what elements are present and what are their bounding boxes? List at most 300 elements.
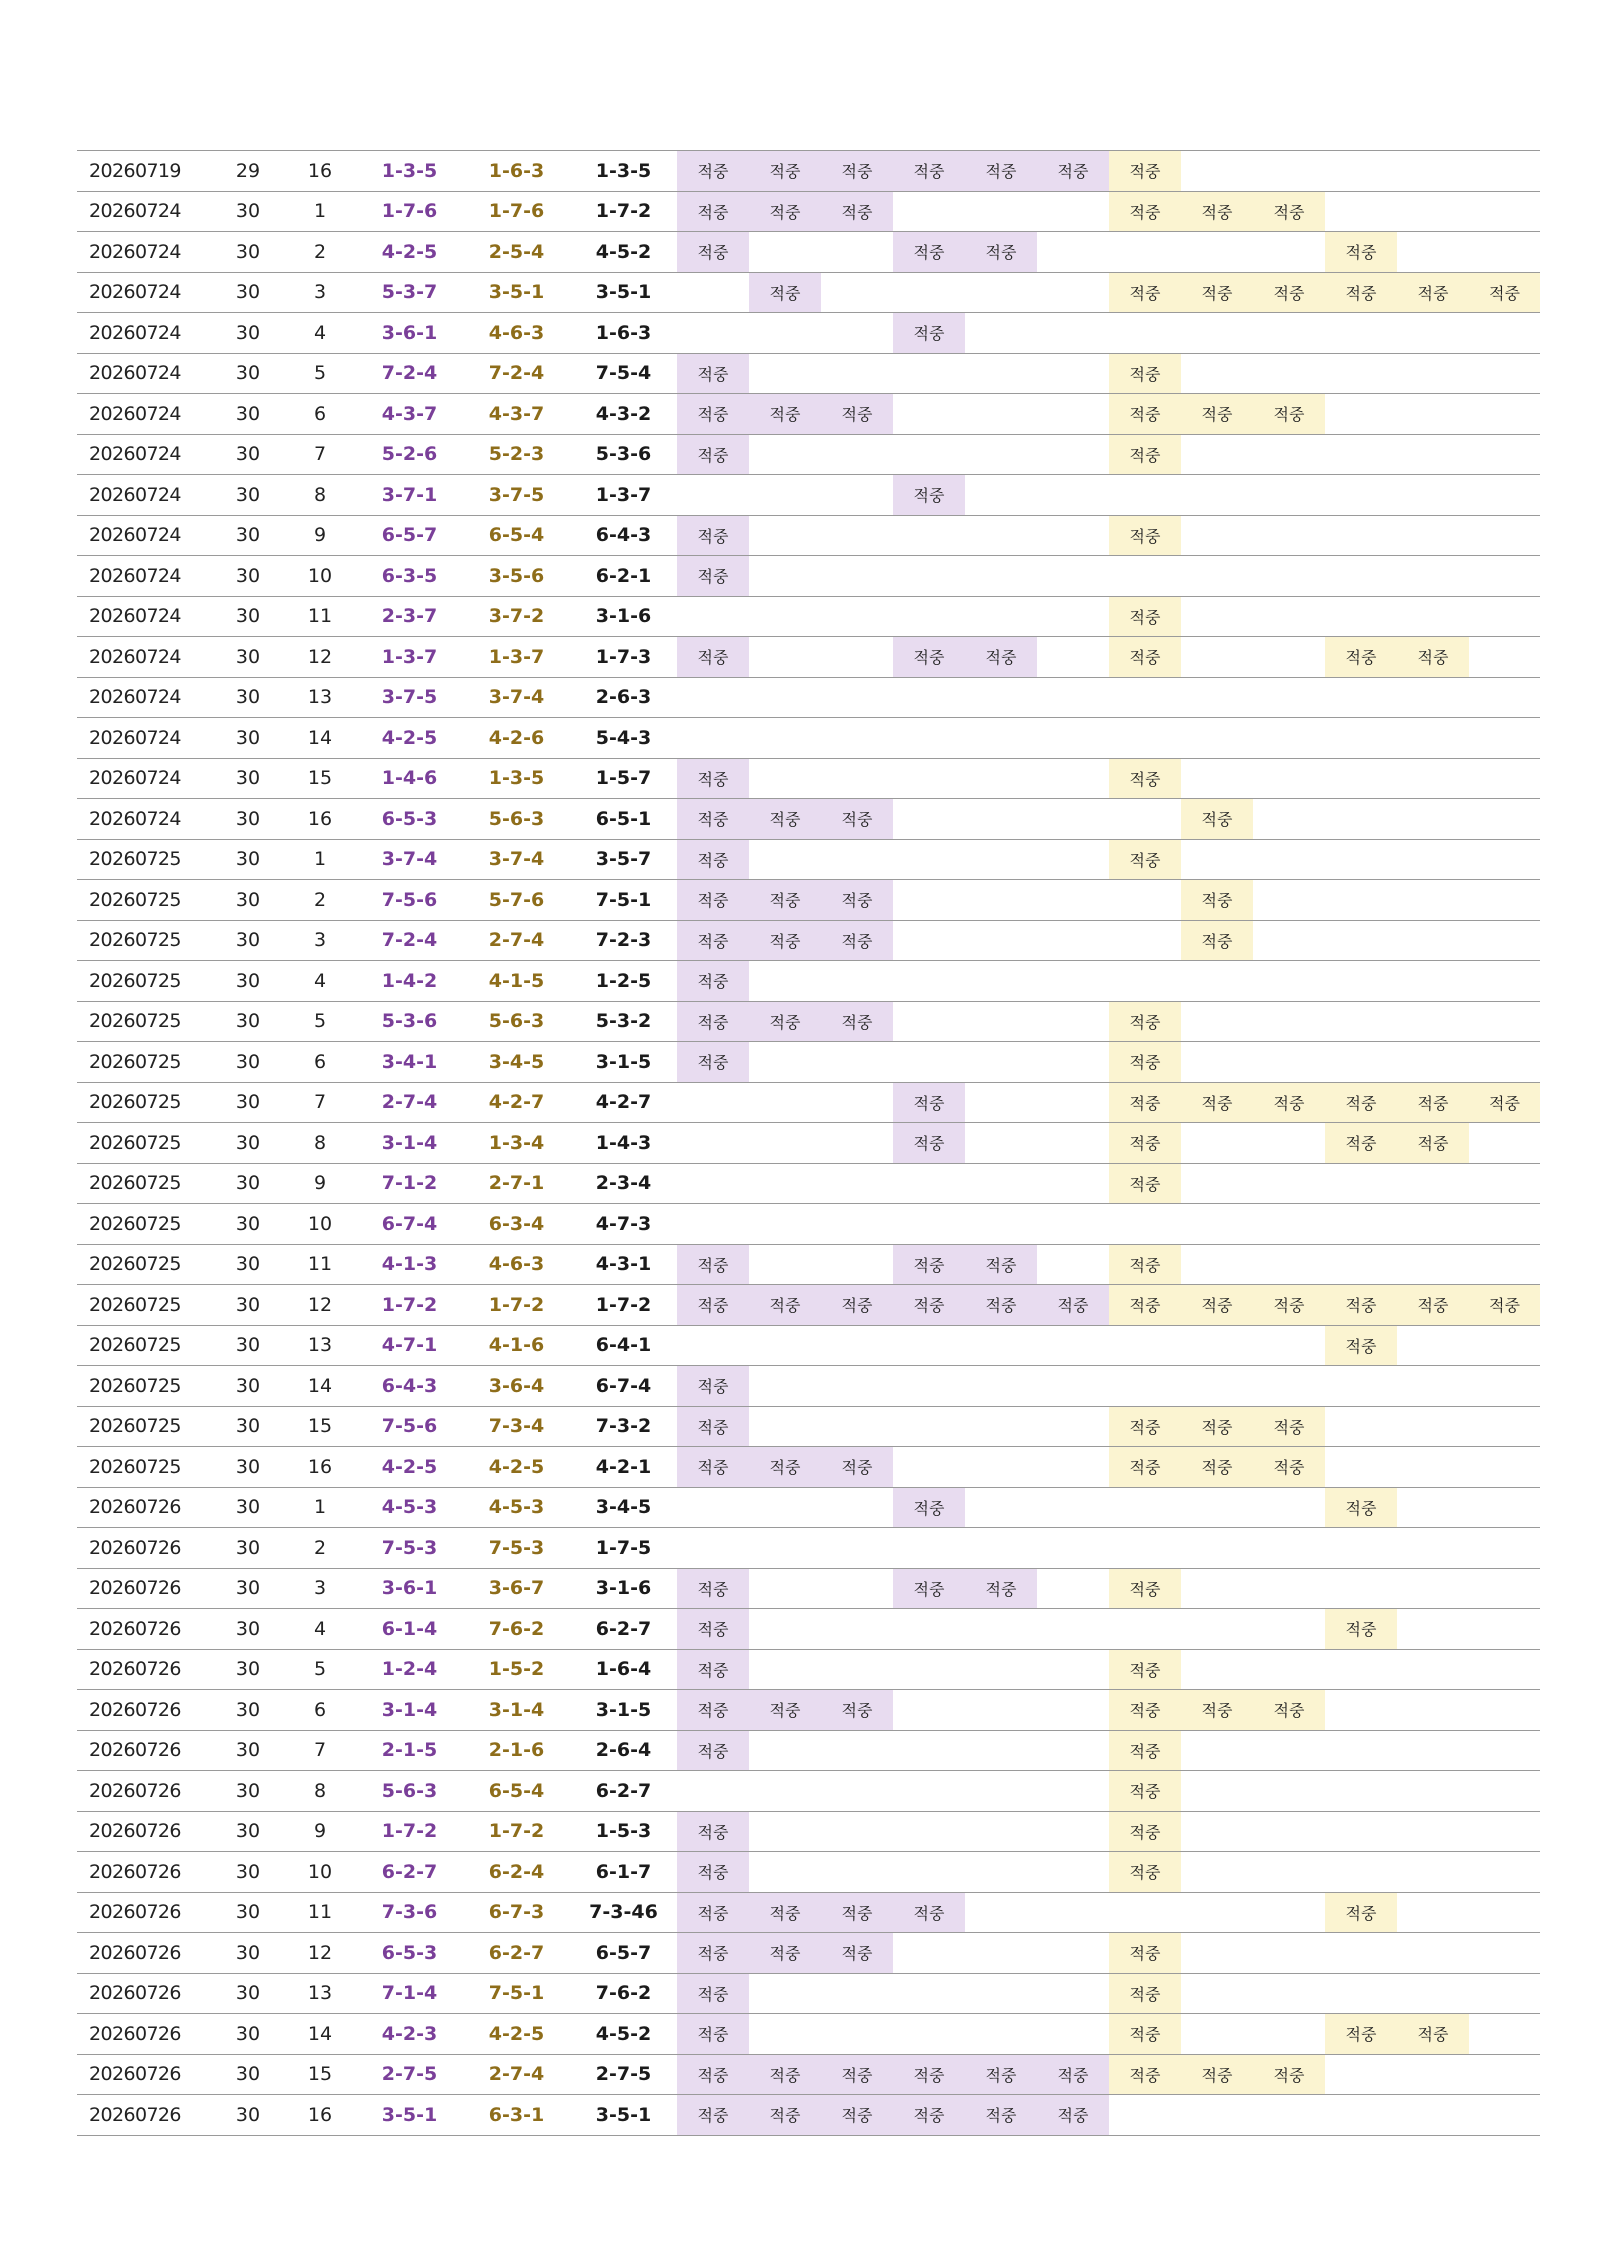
hit-badge: 적중 — [677, 2054, 749, 2095]
table-row — [77, 1244, 1540, 1285]
hit-badge: 적중 — [821, 1447, 893, 1488]
empty-cell — [1469, 758, 1540, 799]
empty-cell — [1397, 1487, 1469, 1528]
round-cell: 30 — [212, 475, 284, 516]
hit-badge: 적중 — [677, 1690, 749, 1731]
table-row — [77, 1892, 1540, 1933]
empty-cell — [749, 1163, 821, 1204]
hit-badge: 적중 — [1109, 1123, 1181, 1164]
empty-cell — [893, 1973, 965, 2014]
table-row — [77, 1771, 1540, 1812]
round-cell: 30 — [212, 1406, 284, 1447]
hit-badge: 적중 — [965, 2054, 1037, 2095]
hit-badge: 적중 — [893, 1568, 965, 1609]
empty-cell — [821, 1487, 893, 1528]
empty-cell — [1037, 1690, 1109, 1731]
empty-cell — [965, 434, 1037, 475]
table-row — [77, 1730, 1540, 1771]
hit-badge: 적중 — [1109, 1649, 1181, 1690]
hit-badge: 적중 — [1253, 2054, 1325, 2095]
pick-purple-cell: 6-5-7 — [356, 515, 463, 556]
empty-cell — [749, 232, 821, 273]
empty-cell — [1325, 1973, 1397, 2014]
hit-badge: 적중 — [893, 313, 965, 354]
result-cell: 4-3-1 — [570, 1244, 677, 1285]
hit-badge: 적중 — [677, 1366, 749, 1407]
hit-badge: 적중 — [1109, 2054, 1181, 2095]
empty-cell — [677, 1204, 749, 1245]
empty-cell — [1109, 961, 1181, 1002]
empty-cell — [893, 434, 965, 475]
empty-cell — [821, 1649, 893, 1690]
hit-badge: 적중 — [1325, 232, 1397, 273]
date-cell: 20260726 — [77, 1609, 212, 1650]
hit-badge: 적중 — [893, 1892, 965, 1933]
pick-gold-cell: 6-5-4 — [463, 1771, 570, 1812]
pick-gold-cell: 3-5-1 — [463, 272, 570, 313]
hit-badge: 적중 — [1109, 191, 1181, 232]
pick-gold-cell: 3-7-4 — [463, 677, 570, 718]
hit-badge: 적중 — [749, 2054, 821, 2095]
pick-purple-cell: 7-1-2 — [356, 1163, 463, 1204]
result-cell: 3-1-6 — [570, 596, 677, 637]
result-cell: 1-6-4 — [570, 1649, 677, 1690]
empty-cell — [1037, 1609, 1109, 1650]
round-cell: 30 — [212, 1690, 284, 1731]
empty-cell — [1325, 1528, 1397, 1569]
empty-cell — [1397, 1163, 1469, 1204]
round-cell: 30 — [212, 2095, 284, 2136]
empty-cell — [1397, 556, 1469, 597]
hit-badge: 적중 — [1109, 394, 1181, 435]
hit-badge: 적중 — [1109, 1082, 1181, 1123]
race-number-cell: 12 — [284, 637, 356, 678]
empty-cell — [1037, 839, 1109, 880]
race-number-cell: 6 — [284, 394, 356, 435]
empty-cell — [1181, 758, 1253, 799]
race-number-cell: 3 — [284, 1568, 356, 1609]
empty-cell — [1037, 1163, 1109, 1204]
empty-cell — [1397, 394, 1469, 435]
hit-badge: 적중 — [1109, 1690, 1181, 1731]
pick-purple-cell: 7-3-6 — [356, 1892, 463, 1933]
empty-cell — [893, 1609, 965, 1650]
empty-cell — [677, 1771, 749, 1812]
empty-cell — [1181, 1730, 1253, 1771]
empty-cell — [1469, 1649, 1540, 1690]
hit-badge: 적중 — [677, 1609, 749, 1650]
pick-purple-cell: 7-5-6 — [356, 880, 463, 921]
pick-gold-cell: 1-7-6 — [463, 191, 570, 232]
pick-gold-cell: 4-6-3 — [463, 1244, 570, 1285]
empty-cell — [1037, 191, 1109, 232]
table-row — [77, 1690, 1540, 1731]
empty-cell — [1325, 1811, 1397, 1852]
empty-cell — [821, 596, 893, 637]
empty-cell — [1181, 1609, 1253, 1650]
round-cell: 30 — [212, 556, 284, 597]
empty-cell — [749, 313, 821, 354]
pick-purple-cell: 5-6-3 — [356, 1771, 463, 1812]
pick-purple-cell: 3-7-4 — [356, 839, 463, 880]
empty-cell — [1253, 1001, 1325, 1042]
round-cell: 30 — [212, 232, 284, 273]
hit-badge: 적중 — [1109, 1001, 1181, 1042]
round-cell: 30 — [212, 758, 284, 799]
empty-cell — [821, 1366, 893, 1407]
empty-cell — [677, 1123, 749, 1164]
hit-badge: 적중 — [677, 1730, 749, 1771]
hit-badge: 적중 — [749, 1690, 821, 1731]
empty-cell — [1253, 677, 1325, 718]
empty-cell — [749, 1649, 821, 1690]
empty-cell — [1109, 920, 1181, 961]
hit-badge: 적중 — [1109, 1730, 1181, 1771]
result-cell: 1-7-2 — [570, 191, 677, 232]
round-cell: 30 — [212, 1528, 284, 1569]
pick-gold-cell: 6-7-3 — [463, 1892, 570, 1933]
hit-badge: 적중 — [1109, 758, 1181, 799]
hit-badge: 적중 — [1325, 272, 1397, 313]
empty-cell — [821, 313, 893, 354]
round-cell: 30 — [212, 1892, 284, 1933]
empty-cell — [1181, 434, 1253, 475]
table-row — [77, 1123, 1540, 1164]
table-row — [77, 1001, 1540, 1042]
round-cell: 30 — [212, 1487, 284, 1528]
empty-cell — [1397, 475, 1469, 516]
empty-cell — [1253, 1042, 1325, 1083]
table-row — [77, 758, 1540, 799]
empty-cell — [1253, 596, 1325, 637]
empty-cell — [677, 718, 749, 759]
empty-cell — [749, 556, 821, 597]
result-cell: 6-5-1 — [570, 799, 677, 840]
empty-cell — [893, 191, 965, 232]
empty-cell — [1397, 1892, 1469, 1933]
hit-badge: 적중 — [1325, 1487, 1397, 1528]
table-row — [77, 232, 1540, 273]
date-cell: 20260726 — [77, 1771, 212, 1812]
hit-badge: 적중 — [1325, 1285, 1397, 1326]
race-number-cell: 8 — [284, 1771, 356, 1812]
date-cell: 20260724 — [77, 353, 212, 394]
hit-badge: 적중 — [749, 920, 821, 961]
empty-cell — [821, 1771, 893, 1812]
date-cell: 20260725 — [77, 961, 212, 1002]
empty-cell — [749, 515, 821, 556]
hit-badge: 적중 — [677, 434, 749, 475]
empty-cell — [1325, 2095, 1397, 2136]
empty-cell — [1469, 515, 1540, 556]
empty-cell — [1037, 475, 1109, 516]
empty-cell — [1469, 1892, 1540, 1933]
table-row — [77, 839, 1540, 880]
result-cell: 6-2-1 — [570, 556, 677, 597]
race-number-cell: 6 — [284, 1690, 356, 1731]
race-number-cell: 16 — [284, 799, 356, 840]
empty-cell — [965, 1811, 1037, 1852]
round-cell: 30 — [212, 596, 284, 637]
empty-cell — [1253, 232, 1325, 273]
round-cell: 30 — [212, 1933, 284, 1974]
empty-cell — [1037, 718, 1109, 759]
empty-cell — [1253, 1528, 1325, 1569]
empty-cell — [1253, 718, 1325, 759]
empty-cell — [821, 1852, 893, 1893]
hit-badge: 적중 — [749, 1892, 821, 1933]
hit-badge: 적중 — [1037, 151, 1109, 192]
empty-cell — [1469, 1123, 1540, 1164]
hit-badge: 적중 — [677, 839, 749, 880]
empty-cell — [1325, 191, 1397, 232]
empty-cell — [821, 1042, 893, 1083]
empty-cell — [893, 1852, 965, 1893]
empty-cell — [677, 272, 749, 313]
empty-cell — [1037, 1244, 1109, 1285]
hit-badge: 적중 — [1109, 2014, 1181, 2055]
result-cell: 1-3-7 — [570, 475, 677, 516]
empty-cell — [965, 353, 1037, 394]
pick-gold-cell: 4-2-6 — [463, 718, 570, 759]
empty-cell — [1181, 1487, 1253, 1528]
empty-cell — [1037, 1811, 1109, 1852]
empty-cell — [1253, 1568, 1325, 1609]
table-row — [77, 1042, 1540, 1083]
race-number-cell: 10 — [284, 556, 356, 597]
round-cell: 30 — [212, 637, 284, 678]
empty-cell — [821, 1811, 893, 1852]
empty-cell — [1181, 313, 1253, 354]
round-cell: 30 — [212, 1204, 284, 1245]
hit-badge: 적중 — [1469, 1082, 1540, 1123]
pick-purple-cell: 1-7-6 — [356, 191, 463, 232]
empty-cell — [1109, 475, 1181, 516]
empty-cell — [1253, 1811, 1325, 1852]
empty-cell — [749, 718, 821, 759]
empty-cell — [1469, 1528, 1540, 1569]
round-cell: 30 — [212, 1973, 284, 2014]
empty-cell — [749, 1042, 821, 1083]
hit-badge: 적중 — [1325, 1123, 1397, 1164]
race-number-cell: 9 — [284, 515, 356, 556]
hit-badge: 적중 — [1181, 191, 1253, 232]
pick-gold-cell: 3-6-4 — [463, 1366, 570, 1407]
hit-badge: 적중 — [1253, 1447, 1325, 1488]
empty-cell — [1397, 434, 1469, 475]
empty-cell — [893, 1649, 965, 1690]
empty-cell — [1469, 1001, 1540, 1042]
empty-cell — [1037, 1649, 1109, 1690]
hit-badge: 적중 — [821, 880, 893, 921]
pick-gold-cell: 3-7-5 — [463, 475, 570, 516]
empty-cell — [965, 475, 1037, 516]
hit-badge: 적중 — [1181, 1690, 1253, 1731]
pick-gold-cell: 4-2-7 — [463, 1082, 570, 1123]
empty-cell — [1325, 880, 1397, 921]
empty-cell — [821, 1325, 893, 1366]
empty-cell — [1181, 1973, 1253, 2014]
date-cell: 20260725 — [77, 920, 212, 961]
race-number-cell: 12 — [284, 1933, 356, 1974]
hit-badge: 적중 — [1109, 1811, 1181, 1852]
empty-cell — [1397, 596, 1469, 637]
date-cell: 20260725 — [77, 839, 212, 880]
race-number-cell: 8 — [284, 1123, 356, 1164]
empty-cell — [893, 1528, 965, 1569]
hit-badge: 적중 — [893, 1487, 965, 1528]
empty-cell — [1253, 1649, 1325, 1690]
empty-cell — [965, 1082, 1037, 1123]
pick-purple-cell: 4-3-7 — [356, 394, 463, 435]
empty-cell — [1325, 1244, 1397, 1285]
empty-cell — [1469, 1244, 1540, 1285]
table-row — [77, 961, 1540, 1002]
pick-gold-cell: 4-2-5 — [463, 1447, 570, 1488]
empty-cell — [1181, 1852, 1253, 1893]
empty-cell — [893, 1730, 965, 1771]
result-cell: 3-1-5 — [570, 1042, 677, 1083]
hit-badge: 적중 — [1109, 1244, 1181, 1285]
round-cell: 30 — [212, 1325, 284, 1366]
result-cell: 5-4-3 — [570, 718, 677, 759]
empty-cell — [821, 2014, 893, 2055]
empty-cell — [965, 1730, 1037, 1771]
hit-badge: 적중 — [677, 1892, 749, 1933]
pick-purple-cell: 3-6-1 — [356, 1568, 463, 1609]
race-number-cell: 10 — [284, 1852, 356, 1893]
race-number-cell: 5 — [284, 1649, 356, 1690]
pick-purple-cell: 1-3-7 — [356, 637, 463, 678]
pick-purple-cell: 1-4-2 — [356, 961, 463, 1002]
date-cell: 20260724 — [77, 718, 212, 759]
empty-cell — [893, 961, 965, 1002]
hit-badge: 적중 — [821, 1933, 893, 1974]
pick-gold-cell: 3-1-4 — [463, 1690, 570, 1731]
hit-badge: 적중 — [677, 799, 749, 840]
empty-cell — [1397, 1325, 1469, 1366]
hit-badge: 적중 — [677, 637, 749, 678]
empty-cell — [749, 2014, 821, 2055]
race-number-cell: 16 — [284, 2095, 356, 2136]
result-cell: 4-2-1 — [570, 1447, 677, 1488]
empty-cell — [1469, 718, 1540, 759]
empty-cell — [1181, 596, 1253, 637]
pick-gold-cell: 6-3-4 — [463, 1204, 570, 1245]
date-cell: 20260726 — [77, 2095, 212, 2136]
empty-cell — [1109, 2095, 1181, 2136]
empty-cell — [1181, 1042, 1253, 1083]
empty-cell — [1397, 1406, 1469, 1447]
hit-badge: 적중 — [965, 1244, 1037, 1285]
hit-badge: 적중 — [1181, 394, 1253, 435]
result-cell: 1-7-3 — [570, 637, 677, 678]
table-row — [77, 1406, 1540, 1447]
hit-badge: 적중 — [893, 2095, 965, 2136]
empty-cell — [1469, 1609, 1540, 1650]
empty-cell — [1037, 434, 1109, 475]
empty-cell — [1037, 758, 1109, 799]
table-row — [77, 1973, 1540, 2014]
empty-cell — [1253, 1730, 1325, 1771]
hit-badge: 적중 — [893, 1123, 965, 1164]
empty-cell — [749, 475, 821, 516]
empty-cell — [677, 1487, 749, 1528]
empty-cell — [821, 556, 893, 597]
hit-badge: 적중 — [1037, 2054, 1109, 2095]
table-row — [77, 1933, 1540, 1974]
hit-badge: 적중 — [965, 2095, 1037, 2136]
empty-cell — [1469, 2014, 1540, 2055]
empty-cell — [1397, 1933, 1469, 1974]
pick-gold-cell: 1-7-2 — [463, 1285, 570, 1326]
pick-gold-cell: 1-6-3 — [463, 151, 570, 192]
empty-cell — [1253, 1325, 1325, 1366]
date-cell: 20260724 — [77, 394, 212, 435]
empty-cell — [1325, 1649, 1397, 1690]
table-row — [77, 394, 1540, 435]
hit-badge: 적중 — [1109, 272, 1181, 313]
empty-cell — [1469, 1811, 1540, 1852]
empty-cell — [1037, 1001, 1109, 1042]
hit-badge: 적중 — [1325, 1325, 1397, 1366]
empty-cell — [1397, 2095, 1469, 2136]
empty-cell — [821, 1204, 893, 1245]
empty-cell — [1253, 920, 1325, 961]
empty-cell — [965, 718, 1037, 759]
date-cell: 20260724 — [77, 596, 212, 637]
result-cell: 6-5-7 — [570, 1933, 677, 1974]
date-cell: 20260724 — [77, 758, 212, 799]
empty-cell — [1253, 151, 1325, 192]
empty-cell — [749, 1568, 821, 1609]
round-cell: 30 — [212, 1609, 284, 1650]
empty-cell — [749, 1406, 821, 1447]
result-cell: 7-5-4 — [570, 353, 677, 394]
empty-cell — [1253, 2095, 1325, 2136]
date-cell: 20260725 — [77, 1042, 212, 1083]
race-number-cell: 7 — [284, 434, 356, 475]
empty-cell — [1397, 232, 1469, 273]
race-number-cell: 6 — [284, 1042, 356, 1083]
empty-cell — [965, 1933, 1037, 1974]
table-row — [77, 191, 1540, 232]
empty-cell — [1181, 1811, 1253, 1852]
empty-cell — [1037, 1487, 1109, 1528]
pick-purple-cell: 5-3-7 — [356, 272, 463, 313]
pick-purple-cell: 4-2-5 — [356, 232, 463, 273]
hit-badge: 적중 — [893, 1244, 965, 1285]
empty-cell — [749, 961, 821, 1002]
empty-cell — [965, 961, 1037, 1002]
date-cell: 20260725 — [77, 1001, 212, 1042]
race-number-cell: 7 — [284, 1730, 356, 1771]
date-cell: 20260725 — [77, 880, 212, 921]
empty-cell — [1181, 2014, 1253, 2055]
hit-badge: 적중 — [677, 2095, 749, 2136]
race-number-cell: 13 — [284, 1325, 356, 1366]
result-cell: 4-3-2 — [570, 394, 677, 435]
pick-gold-cell: 4-1-6 — [463, 1325, 570, 1366]
pick-gold-cell: 7-2-4 — [463, 353, 570, 394]
pick-purple-cell: 3-7-1 — [356, 475, 463, 516]
pick-purple-cell: 6-1-4 — [356, 1609, 463, 1650]
race-number-cell: 9 — [284, 1163, 356, 1204]
empty-cell — [1253, 758, 1325, 799]
empty-cell — [1037, 1366, 1109, 1407]
hit-badge: 적중 — [749, 2095, 821, 2136]
empty-cell — [749, 1609, 821, 1650]
